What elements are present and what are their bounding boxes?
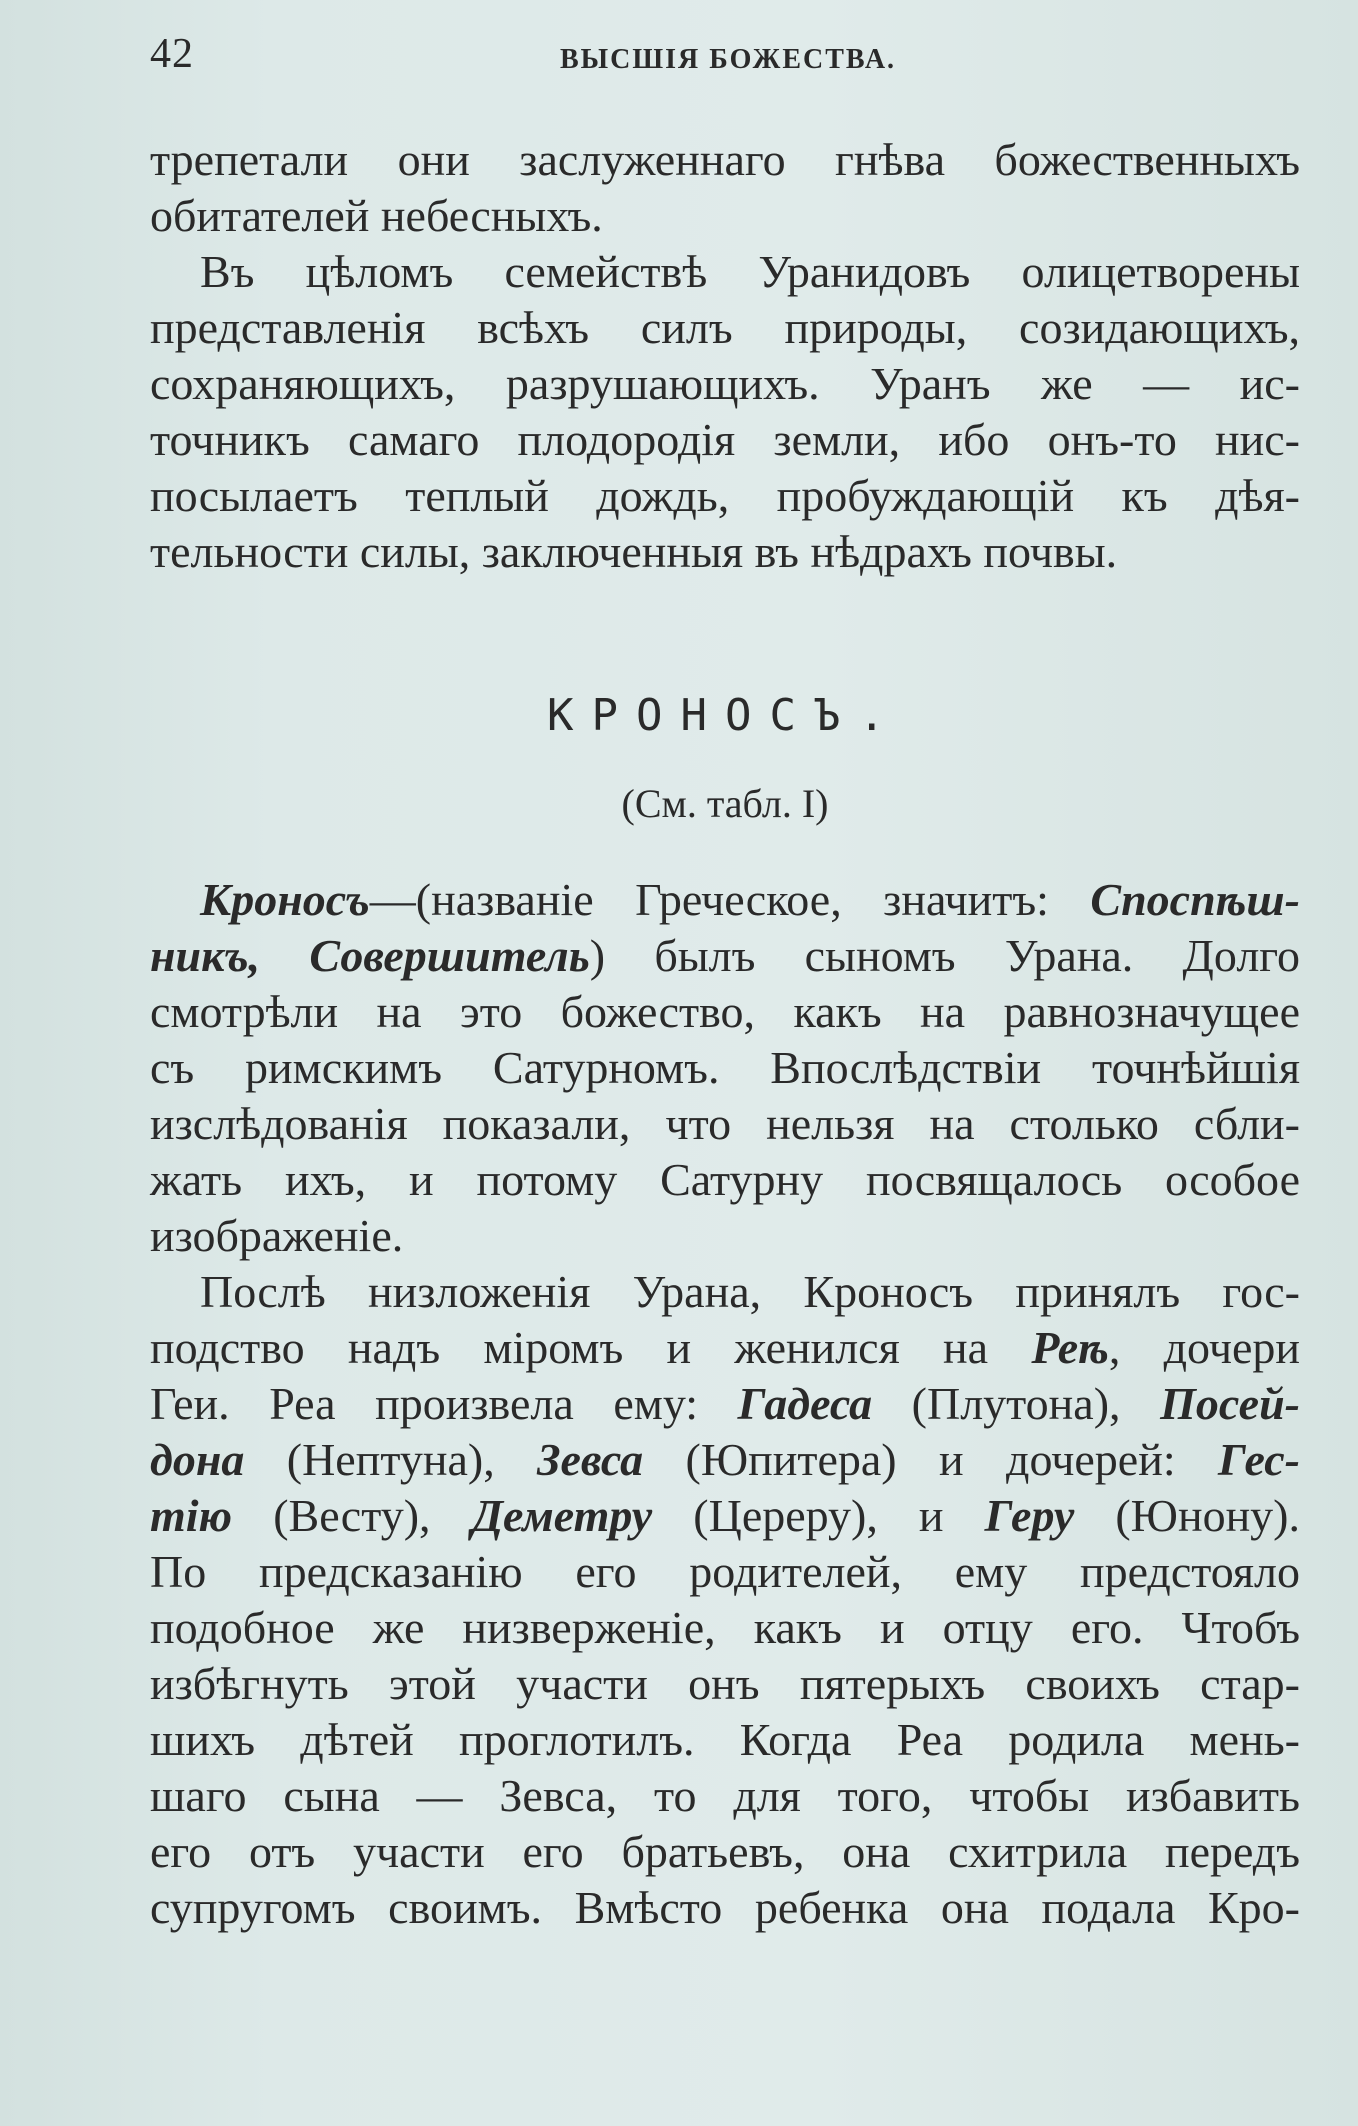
text-line: изображеніе.: [150, 1210, 404, 1261]
text-line: шихъ дѣтей проглотилъ. Когда Реа родила мень-: [150, 1714, 1300, 1765]
text-run: , дочери: [1108, 1322, 1300, 1373]
text-run: (Весту),: [232, 1490, 472, 1541]
text-line: представленія всѣхъ силъ природы, созидающихъ,: [150, 302, 1300, 353]
emphasis: Гес-: [1218, 1434, 1300, 1485]
text-run: подство надъ міромъ и женился на: [150, 1322, 1032, 1373]
text-run: (Юпитера) и дочерей:: [643, 1434, 1219, 1485]
emphasis: Кроносъ: [200, 874, 370, 925]
text-line: [150, 1488, 1300, 1544]
text-run: (Нептуна),: [244, 1434, 538, 1485]
running-title: ВЫСШІЯ БОЖЕСТВА.: [560, 44, 897, 75]
emphasis: Геру: [984, 1490, 1075, 1541]
page-number: 42: [150, 31, 194, 77]
text-line: посылаетъ теплый дождь, пробуждающій къ дѣя-: [150, 470, 1300, 521]
text-line: [150, 1432, 1300, 1488]
text-line: По предсказанію его родителей, ему предстояло: [150, 1546, 1300, 1597]
text-line: жать ихъ, и потому Сатурну посвящалось особое: [150, 1154, 1300, 1205]
emphasis: Деметру: [471, 1490, 653, 1541]
emphasis: Гадеса: [737, 1378, 873, 1429]
text-line: обитателей небесныхъ.: [150, 190, 603, 241]
text-run: —(названіе Греческое, значитъ:: [369, 874, 1091, 925]
text-line: избѣгнуть этой участи онъ пятерыхъ своихъ стар-: [150, 1658, 1300, 1709]
section-title: КРОНОСЪ.: [547, 690, 903, 741]
emphasis: никъ, Совершитель: [150, 930, 590, 981]
text-run: (Плутона),: [872, 1378, 1161, 1429]
emphasis: дона: [150, 1434, 245, 1485]
text-line: [150, 928, 1300, 984]
text-line: съ римскимъ Сатурномъ. Впослѣдствіи точнѣйшія: [150, 1042, 1300, 1093]
text-line: изслѣдованія показали, что нельзя на столько сбли-: [150, 1098, 1300, 1149]
text-line: трепетали они заслуженнаго гнѣва божественныхъ: [150, 134, 1300, 185]
text-run: (Цереру), и: [652, 1490, 985, 1541]
text-run: Геи. Реа произвела ему:: [150, 1378, 738, 1429]
text-line: точникъ самаго плодородія земли, ибо онъ-то нис-: [150, 414, 1300, 465]
text-line: сохраняющихъ, разрушающихъ. Уранъ же — ис-: [150, 358, 1300, 409]
text-line: супругомъ своимъ. Вмѣсто ребенка она подала Кро-: [150, 1882, 1300, 1933]
text-line: [150, 1320, 1300, 1376]
text-line: Послѣ низложенія Урана, Кроносъ принялъ гос-: [200, 1266, 1300, 1317]
emphasis: Споспѣш-: [1090, 874, 1300, 925]
page-header: [150, 30, 1310, 90]
text-line: Въ цѣломъ семействѣ Уранидовъ олицетворены: [200, 246, 1300, 297]
text-line: его отъ участи его братьевъ, она схитрила передъ: [150, 1826, 1300, 1877]
text-line: смотрѣли на это божество, какъ на равнозначущее: [150, 986, 1300, 1037]
section-subtitle: (См. табл. I): [621, 781, 829, 826]
text-line: подобное же низверженіе, какъ и отцу его. Чтобъ: [150, 1602, 1300, 1653]
emphasis: Реѣ: [1031, 1322, 1109, 1373]
text-run: (Юнону).: [1074, 1490, 1301, 1541]
emphasis: тію: [150, 1490, 233, 1541]
text-line: [150, 1376, 1300, 1432]
text-line: [200, 872, 1300, 928]
emphasis: Зевса: [537, 1434, 644, 1485]
text-run: ) былъ сыномъ Урана. Долго: [589, 930, 1300, 981]
text-line: тельности силы, заключенныя въ нѣдрахъ почвы.: [150, 526, 1118, 577]
text-line: шаго сына — Зевса, то для того, чтобы избавить: [150, 1770, 1300, 1821]
emphasis: Посей-: [1160, 1378, 1301, 1429]
